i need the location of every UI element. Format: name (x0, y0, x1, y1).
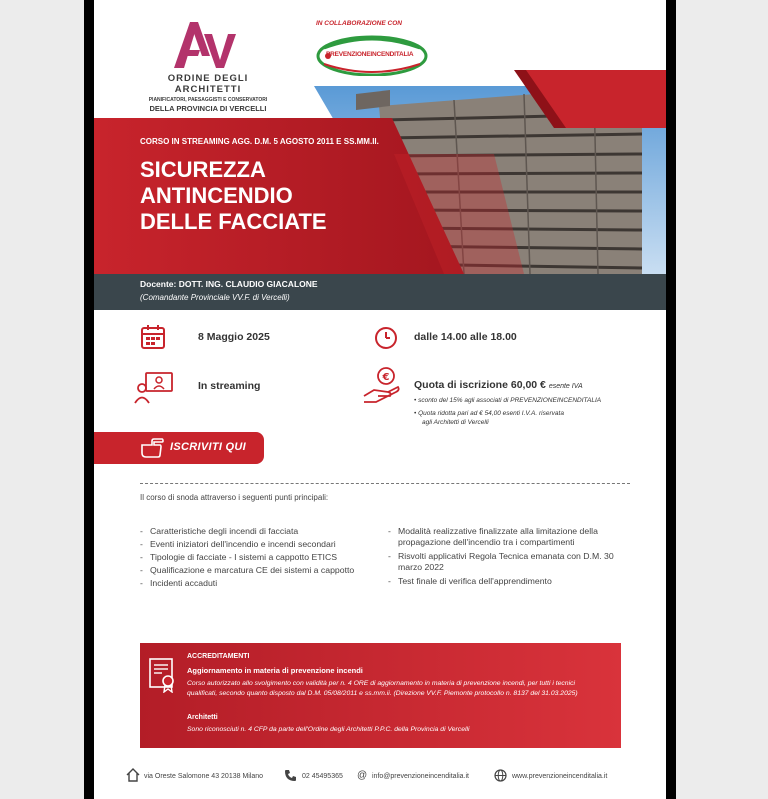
discount2-line2: agli Architetti di Vercelli (422, 419, 489, 426)
list-item: - Risvolti applicativi Regola Tecnica emanata con D.M. 30 marzo 2022 (388, 551, 618, 573)
collab-label: IN COLLABORAZIONE CON (316, 20, 402, 27)
course-subtitle: CORSO IN STREAMING AGG. D.M. 5 AGOSTO 2011 E SS.MM.II. (140, 137, 379, 146)
globe-icon (494, 769, 507, 782)
event-time: dalle 14.00 alle 18.00 (414, 331, 517, 343)
clock-icon (374, 326, 398, 350)
discount-note-2 (414, 409, 564, 427)
architects-text: Sono riconosciuti n. 4 CFP da parte dell'Ordine degli Architetti P.P.C. della Provincia di Vercelli (187, 726, 470, 733)
title-line3: DELLE FACCIATE (140, 209, 327, 234)
streaming-icon (134, 370, 174, 404)
calendar-icon (140, 324, 166, 350)
list-item: - Caratteristiche degli incendi di facciata (140, 526, 370, 537)
left-margin (0, 0, 84, 799)
org-line2: PIANIFICATORI, PAESAGGISTI E CONSERVATORI (148, 97, 268, 103)
accreditation-heading: ACCREDITAMENTI (187, 653, 250, 660)
event-mode: In streaming (198, 380, 261, 392)
org-line1: ORDINE DEGLI ARCHITETTI (167, 73, 249, 95)
list-item: - Eventi iniziatori dell'incendio e incendi secondari (140, 539, 370, 550)
event-date: 8 Maggio 2025 (198, 331, 270, 343)
partner-logo-text: PREVENZIONEINCENDITALIA (326, 51, 414, 58)
register-button-label[interactable]: ISCRIVITI QUI (170, 441, 247, 453)
program-list-right (388, 526, 618, 591)
fee-note: esente IVA (548, 383, 583, 390)
certificate-icon (148, 657, 178, 693)
divider (140, 483, 630, 484)
discount-note-1 (414, 396, 601, 405)
title-line2: ANTINCENDIO (140, 183, 293, 208)
page-title (140, 157, 327, 235)
footer-address: via Oreste Salomone 43 20138 Milano (144, 773, 264, 780)
phone-icon (284, 769, 297, 782)
discount1-name: PREVENZIONEINCENDITALIA (510, 397, 602, 404)
accreditation-box (140, 643, 621, 748)
architects-heading: Architetti (187, 714, 218, 721)
flyer-page (94, 0, 666, 799)
list-item: - Tipologie di facciate - I sistemi a cappotto ETICS (140, 552, 370, 563)
program-list-left (140, 526, 370, 593)
list-item: - Qualificazione e marcatura CE dei sistemi a cappotto (140, 565, 370, 576)
fee-line (414, 379, 583, 391)
docente-role: (Comandante Provinciale VV.F. di Vercelli) (140, 293, 290, 302)
accreditation-text: Corso autorizzato allo svolgimento con validità per n. 4 ORE di aggiornamento in materia di prevenzione incendi, per tutti i tecnici qualificati, secondo quanto disposto dal D.M. 05/08/2011 e ss.mm.ii. (Direzione VV.F. Piemonte protocollo n. 8137 del 31.03.2025) (187, 680, 578, 697)
euro-hand-icon (362, 366, 402, 404)
home-icon (126, 768, 140, 782)
list-item: - Incidenti accaduti (140, 578, 370, 589)
fee-amount: Quota di iscrizione 60,00 € (414, 379, 546, 391)
list-item: - Modalità realizzative finalizzate alla limitazione della propagazione dell'incendio tra i compartimenti (388, 526, 618, 548)
discount2-line1: • Quota ridotta pari ad € 54,00 esenti I.V.A. riservata (414, 410, 564, 417)
accreditation-subheading: Aggiornamento in materia di prevenzione incendi (187, 666, 363, 675)
footer-phone: 02 45495365 (302, 773, 343, 780)
list-item: - Test finale di verifica dell'apprendimento (388, 576, 618, 587)
at-icon: @ (357, 770, 368, 781)
av-logo-icon (164, 20, 236, 70)
footer-email[interactable]: info@prevenzioneincenditalia.it (372, 773, 469, 780)
title-line1: SICUREZZA (140, 157, 266, 182)
svg-text:€: € (382, 372, 390, 383)
docente-name: Docente: DOTT. ING. CLAUDIO GIACALONE (140, 279, 318, 289)
pointing-hand-icon (140, 437, 164, 459)
discount1-prefix: • sconto del 15% agli associati di (414, 397, 509, 404)
program-intro: Il corso di snoda attraverso i seguenti punti principali: (140, 493, 329, 502)
org-line3: DELLA PROVINCIA DI VERCELLI (149, 104, 267, 113)
footer-website[interactable]: www.prevenzioneincenditalia.it (512, 773, 608, 780)
right-margin (676, 0, 768, 799)
